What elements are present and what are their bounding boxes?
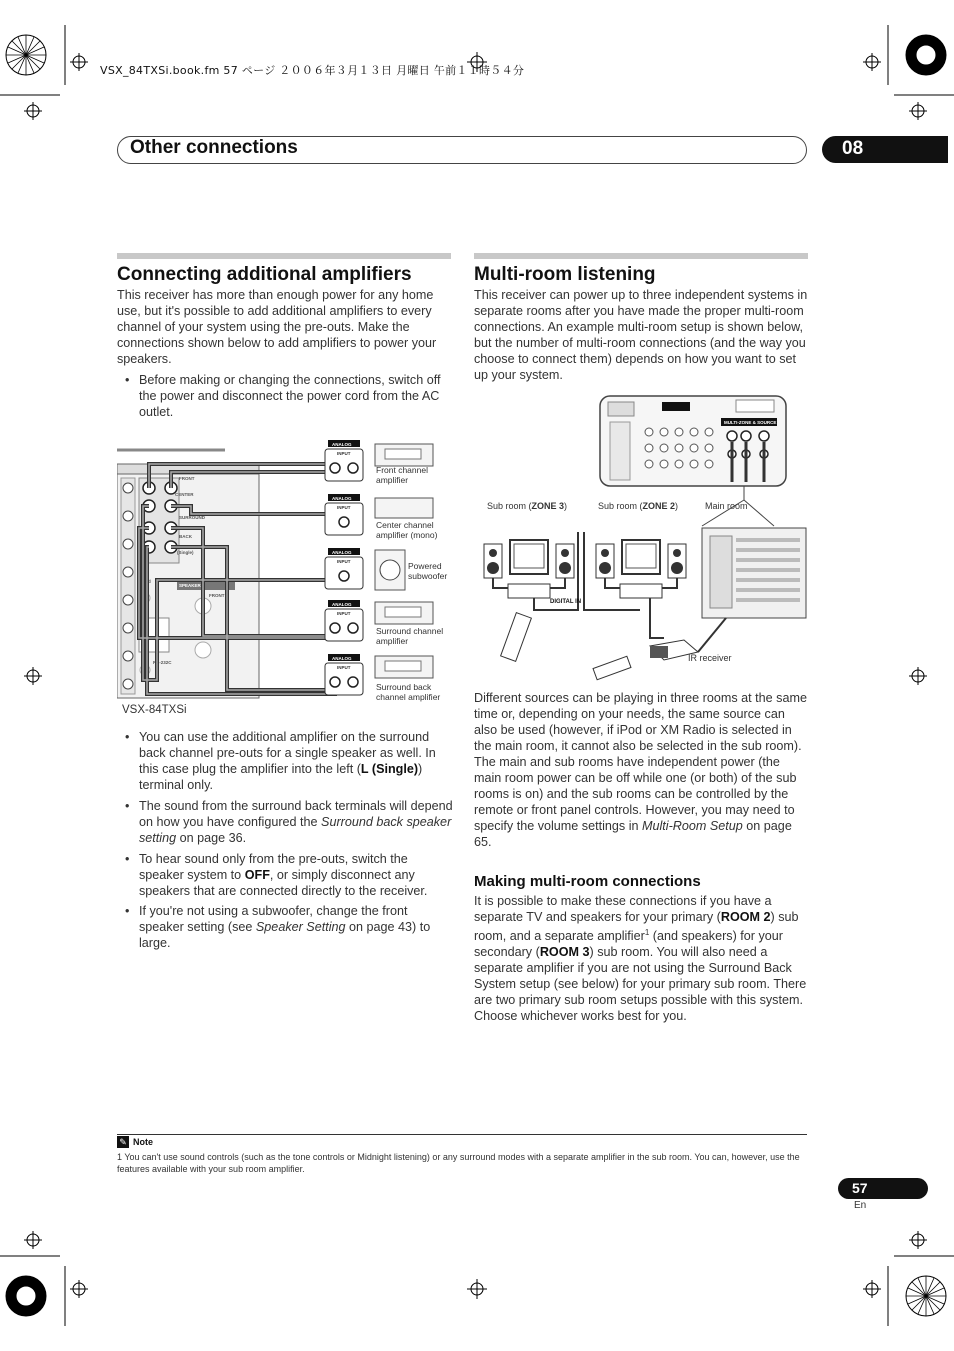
- para-bold: ROOM 3: [539, 945, 590, 960]
- input-tag: INPUT: [337, 505, 351, 510]
- left-bullet-surround-back: [117, 798, 453, 846]
- rear-panel-enlarged: [600, 396, 786, 486]
- right-section-bar: [474, 253, 808, 259]
- print-info: VSX_84TXSi.book.fm 57 ページ ２００６年３月１３日 月曜日 午前１１時５４分: [100, 64, 525, 77]
- bullet-text: To hear sound only from the pre-outs, switch the speaker system to: [139, 852, 408, 882]
- para-text: It is possible to make these connections if you have a separate TV and speakers for your primary (: [474, 894, 772, 924]
- note-rule: [117, 1134, 807, 1135]
- zone2-text: ZONE 2: [642, 501, 676, 511]
- bullet-text: on page 36.: [176, 831, 247, 845]
- zone3-text: ZONE 3: [531, 501, 565, 511]
- label-front-amp: Front channel amplifier: [376, 465, 428, 485]
- digital-in-label: DIGITAL IN: [550, 599, 582, 605]
- bullet-text: ) terminal only.: [139, 762, 423, 792]
- language-code: En: [854, 1200, 867, 1211]
- left-heading: Connecting additional amplifiers: [117, 264, 412, 285]
- analog-tag: ANALOG: [332, 442, 352, 447]
- footnote-ref[interactable]: 1: [644, 928, 650, 937]
- note-text: 1 You can't use sound controls (such as the tone controls or Midnight listening) or any surround modes with a separate amplifier in the sub room. You can, however, use the features available with your sub room amplifier.: [117, 1152, 800, 1174]
- receiver-model-label: VSX-84TXSi: [122, 704, 187, 716]
- label-surround-amp: Surround channel amplifier: [376, 626, 444, 646]
- close-paren: ): [564, 501, 568, 511]
- left-intro: This receiver has more than enough power for any home use, but it's possible to add additional amplifiers to every channel of your system using the pre-outs. Make the connections shown below to add amplifiers to power your speakers.: [117, 288, 437, 366]
- amp-input-sub: [325, 548, 405, 590]
- left-bullet-preouts: [117, 851, 453, 899]
- panel-front-label: FRONT: [179, 476, 195, 481]
- panel-surround-label: SURROUND: [179, 515, 206, 520]
- right-intro: This receiver can power up to three independent systems in separate rooms after you have made the proper multi-room connections. An example multi-room setup is shown below, but the number of multi-room connections (and the way you choose to connect them) depends on how you want to set up your system.: [474, 288, 808, 382]
- note-label-wrap: [117, 1136, 153, 1148]
- bullet-dot: •: [125, 904, 130, 918]
- note-icon: ✎: [117, 1136, 129, 1148]
- right-paragraph-sources: [474, 690, 810, 850]
- right-heading: Multi-room listening: [474, 264, 656, 285]
- label-zone3: [487, 501, 567, 511]
- para-text: Different sources can be playing in three rooms at the same time or, depending on your needs, the same source can also be used (however, if iPod or XM Radio is selected in the main room, it cannot also be selected in the sub room). The main and sub rooms have independent power (the main room power can be off while one (or both) of the sub rooms is on) and the sub rooms can be controlled by the remote or front panel controls. However, you may need to specify the volume settings in: [474, 691, 807, 833]
- bullet-text: You can use the additional amplifier on the surround back channel pre-outs for a single speaker as well. In this case plug the amplifier into the left (: [139, 730, 436, 776]
- panel-ipod-label: iPod: [141, 579, 151, 584]
- bullet-dot: •: [125, 373, 130, 387]
- label-surround-back-amp: Surround back channel amplifier: [376, 682, 441, 702]
- note-label: Note: [133, 1137, 153, 1147]
- panel-center-label: CENTER: [175, 492, 194, 497]
- main-room-receiver: [702, 528, 806, 618]
- label-main-room: Main room: [705, 501, 748, 511]
- multi-zone-tag: MULTI-ZONE & SOURCE: [724, 420, 777, 425]
- bullet-bold: L (Single): [360, 762, 419, 776]
- left-bullet-power: [117, 372, 453, 420]
- zone3-room: [484, 532, 578, 661]
- input-tag: INPUT: [337, 559, 351, 564]
- label-ir-receiver: IR receiver: [688, 653, 732, 663]
- analog-tag: ANALOG: [332, 496, 352, 501]
- bullet-text: If you're not using a subwoofer, change the front speaker setting (see: [139, 904, 408, 934]
- input-tag: INPUT: [337, 611, 351, 616]
- panel-front-a-label: FRONT: [209, 593, 225, 598]
- sub-room-text: Sub room (: [487, 501, 532, 511]
- right-subheading: Making multi-room connections: [474, 873, 701, 890]
- right-paragraph-connections: [474, 893, 810, 1024]
- chapter-number: 08: [842, 138, 864, 159]
- bullet-dot: •: [125, 852, 130, 866]
- bullet-italic: Surround back speaker setting: [139, 815, 452, 845]
- para-text: (and speakers) for your secondary (: [474, 929, 783, 960]
- para-text: ) sub room, and a separate amplifier: [474, 910, 799, 944]
- panel-rs232-label: RS-232C: [153, 660, 172, 665]
- left-bullet-single: [117, 729, 453, 793]
- panel-single-label: (Single): [177, 550, 194, 555]
- analog-tag: ANALOG: [332, 550, 352, 555]
- para-text: on page 65.: [474, 819, 792, 849]
- bullet-italic: Speaker Setting: [255, 920, 346, 934]
- multiroom-diagram: [474, 392, 808, 682]
- para-italic: Multi-Room Setup: [642, 819, 743, 833]
- analog-tag: ANALOG: [332, 602, 352, 607]
- page-number: 57: [852, 1180, 868, 1196]
- bullet-dot: •: [125, 799, 130, 813]
- label-center-amp: Center channel amplifier (mono): [376, 520, 438, 540]
- chapter-tab: [822, 136, 948, 163]
- bullet-text: on page 43) to large.: [139, 920, 431, 950]
- bullet-dot: •: [125, 730, 130, 744]
- label-subwoofer: Powered subwoofer: [408, 561, 448, 581]
- para-bold: ROOM 2: [720, 910, 771, 924]
- label-zone2: [598, 501, 678, 511]
- input-tag: INPUT: [337, 451, 351, 456]
- bullet-text: Before making or changing the connections, switch off the power and disconnect the power cord from the AC outlet.: [139, 373, 441, 419]
- para-text: ) sub room. You will also need a separate amplifier if you are not using the Surround Back System setup (see below) for your primary sub room. There are two primary sub room setups possible with this system. Choose whichever works best for you.: [474, 945, 807, 1024]
- bullet-bold: OFF: [244, 868, 270, 882]
- panel-speakers-label: SPEAKERS: [179, 583, 204, 588]
- left-section-bar: [117, 253, 451, 259]
- analog-tag: ANALOG: [332, 656, 352, 661]
- sub-room-text: Sub room (: [598, 501, 643, 511]
- close-paren: ): [675, 501, 679, 511]
- input-tag: INPUT: [337, 665, 351, 670]
- header-title: Other connections: [130, 137, 298, 158]
- bullet-text: The sound from the surround back terminals will depend on how you have configured the: [139, 799, 453, 829]
- panel-back-label: BACK: [179, 534, 192, 539]
- bullet-text: , or simply disconnect any speakers that are connected directly to the receiver.: [139, 868, 428, 898]
- left-bullet-subwoofer: [117, 903, 453, 951]
